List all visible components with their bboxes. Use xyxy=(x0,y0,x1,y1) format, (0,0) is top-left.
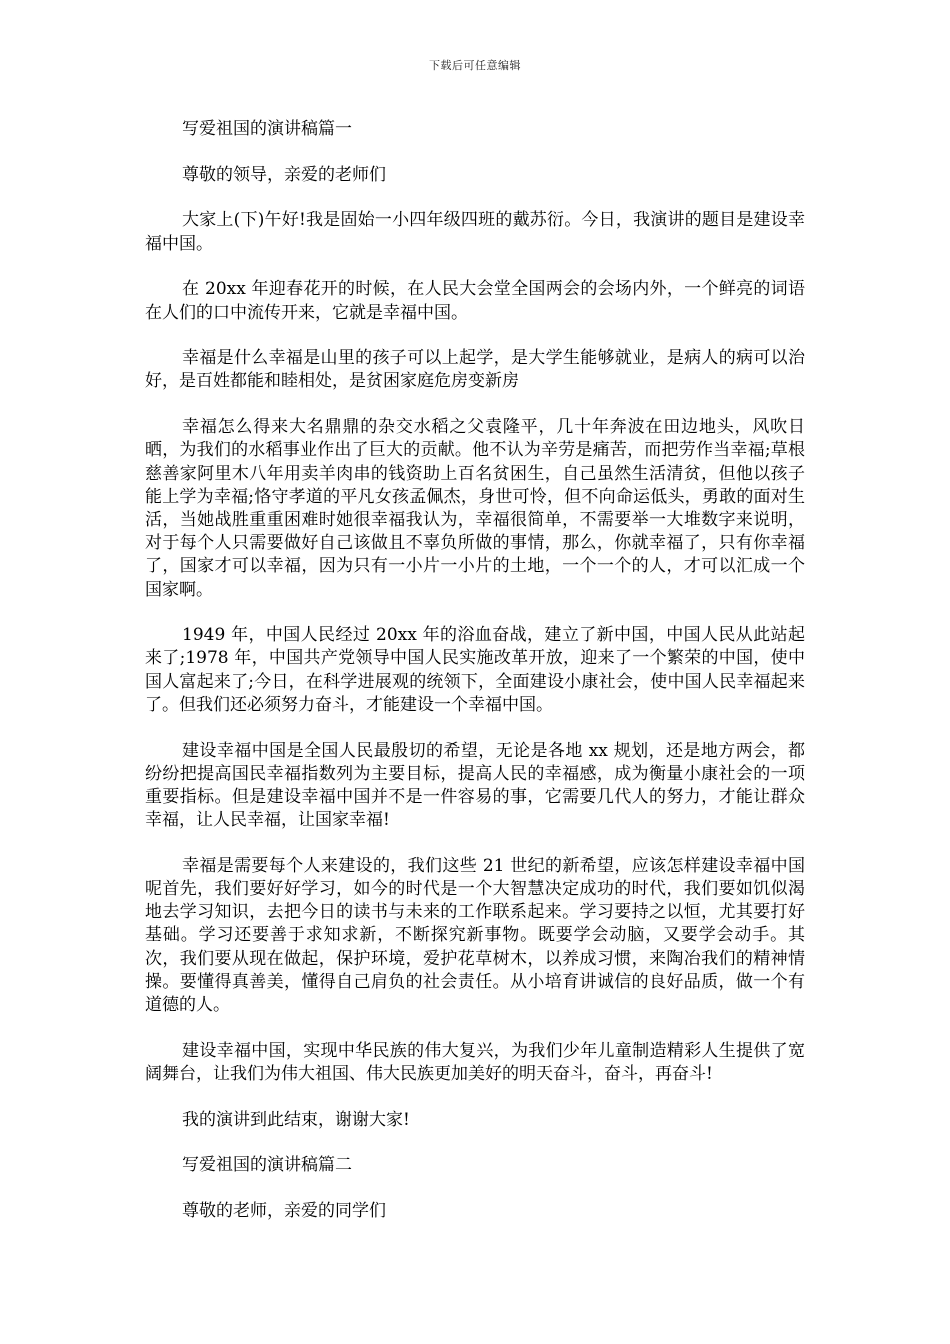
section-title-2: 写爱祖国的演讲稿篇二 xyxy=(182,1155,352,1176)
section-title-1: 写爱祖国的演讲稿篇一 xyxy=(182,119,352,139)
paragraph: 建设幸福中国，实现中华民族的伟大复兴，为我们少年儿童制造精彩人生提供了宽阔舞台，让我们为伟大祖国、伟大民族更加美好的明天奋斗，奋斗，再奋斗! xyxy=(145,1040,805,1084)
paragraph: 幸福怎么得来大名鼎鼎的杂交水稻之父袁隆平，几十年奔波在田边地头，风吹日晒，为我们的水稻事业作出了巨大的贡献。他不认为辛劳是痛苦，而把劳作当幸福;草根慈善家阿里木八年用卖羊肉串的钱资助上百名贫困生，自己虽然生活清贫，但他以孩子能上学为幸福;恪守孝道的平凡女孩孟佩杰，身世可怜，但不向命运低头，勇敢的面对生活，当她战胜重重困难时她很幸福我认为，幸福很简单，不需要举一大堆数字来说明，对于每个人只需要做好自己该做且不辜负所做的事情，那么，你就幸福了，只有你幸福了，国家才可以幸福，因为只有一小片一小片的土地，一个一个的人，才可以汇成一个国家啊。 xyxy=(145,417,805,600)
paragraph: 1949 年，中国人民经过 20xx 年的浴血奋战，建立了新中国，中国人民从此站起来了;1978 年，中国共产党领导中国人民实施改革开放，迎来了一个繁荣的中国，使中国人富起来了;今日，在科学进展观的统领下，全面建设小康社会，使中国人民幸福起来了。但我们还必须努力奋斗，才能建设一个幸福中国。 xyxy=(145,625,805,715)
paragraph: 幸福是什么幸福是山里的孩子可以上起学，是大学生能够就业，是病人的病可以治好，是百姓都能和睦相处，是贫困家庭危房变新房 xyxy=(145,348,805,392)
paragraph: 大家上(下)午好!我是固始一小四年级四班的戴苏衍。今日，我演讲的题目是建设幸福中国。 xyxy=(145,210,805,254)
document-body xyxy=(145,118,805,1246)
closing-line: 我的演讲到此结束，谢谢大家! xyxy=(182,1109,410,1130)
salutation-2: 尊敬的老师，亲爱的同学们 xyxy=(182,1201,386,1222)
paragraph: 幸福是需要每个人来建设的，我们这些 21 世纪的新希望，应该怎样建设幸福中国呢首先，我们要好好学习，如今的时代是一个大智慧决定成功的时代，我们要如饥似渴地去学习知识，去把今日的读书与未来的工作联系起来。学习要持之以恒，尤其要打好基础。学习还要善于求知求新，不断探究新事物。既要学会动脑，又要学会动手。其次，我们要从现在做起，保护环境，爱护花草树木，以养成习惯，来陶冶我们的精神情操。要懂得真善美，懂得自己肩负的社会责任。从小培育讲诚信的良好品质，做一个有道德的人。 xyxy=(145,855,805,1016)
page-header-note: 下载后可任意编辑 xyxy=(429,59,521,72)
salutation-1: 尊敬的领导，亲爱的老师们 xyxy=(182,164,386,185)
paragraph: 在 20xx 年迎春花开的时候，在人民大会堂全国两会的会场内外，一个鲜亮的词语在人们的口中流传开来，它就是幸福中国。 xyxy=(145,279,805,323)
paragraph: 建设幸福中国是全国人民最殷切的希望，无论是各地 xx 规划，还是地方两会，都纷纷把提高国民幸福指数列为主要目标，提高人民的幸福感，成为衡量小康社会的一项重要指标。但是建设幸福中国并不是一件容易的事，它需要几代人的努力，才能让群众幸福，让人民幸福，让国家幸福! xyxy=(145,740,805,831)
